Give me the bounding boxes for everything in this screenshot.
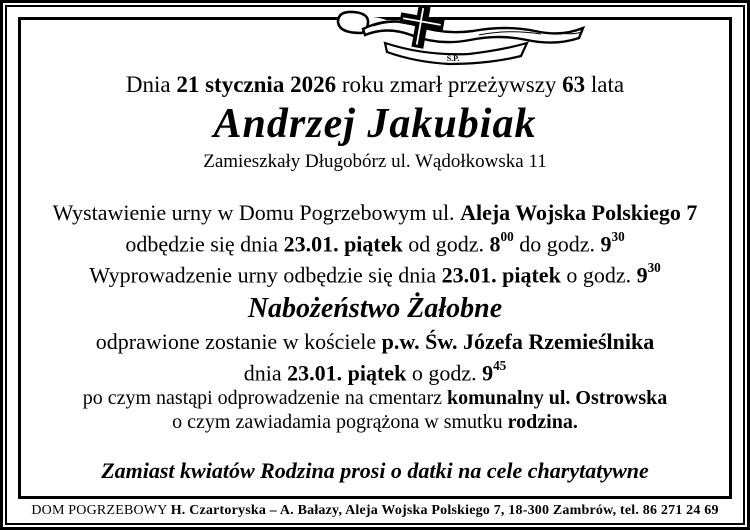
text-segment: od godz. bbox=[402, 231, 490, 257]
text-segment: lata bbox=[585, 72, 625, 97]
service-date: 23.01. piątek bbox=[287, 359, 407, 385]
service-time-line bbox=[21, 355, 729, 386]
to-minutes: 30 bbox=[611, 229, 625, 245]
text-segment: Wystawienie urny w Domu Pogrzebowym ul. bbox=[52, 200, 461, 225]
text-segment: o godz. bbox=[560, 262, 637, 288]
text-segment: do godz. bbox=[513, 231, 601, 257]
funeral-home-footer bbox=[18, 499, 732, 523]
procession-line bbox=[21, 257, 729, 288]
text-segment: po czym nastąpi odprowadzenie na cmentarz bbox=[82, 386, 448, 409]
family-word: rodzina. bbox=[507, 410, 578, 433]
cross-ribbon-icon bbox=[329, 5, 587, 67]
text-segment: Wyprowadzenie urny odbędzie się dnia bbox=[89, 262, 442, 288]
death-date-line bbox=[21, 72, 729, 98]
exposition-time-line bbox=[21, 226, 729, 257]
text-segment: o godz. bbox=[406, 359, 483, 385]
funeral-home-label: DOM POGRZEBOWY bbox=[31, 503, 171, 518]
text-segment: odprawione zostanie w kościele bbox=[95, 328, 382, 354]
exposition-line bbox=[21, 200, 729, 226]
donation-request-line: Zamiast kwiatów Rodzina prosi o datki na cele charytatywne bbox=[101, 457, 649, 483]
service-church-line bbox=[21, 329, 729, 355]
from-hour: 8 bbox=[489, 231, 501, 257]
procession-hour: 9 bbox=[636, 262, 648, 288]
text-segment: odbędzie się dnia bbox=[125, 231, 284, 257]
deceased-age: 63 bbox=[562, 72, 586, 97]
text-segment: o czym zawiadamia pogrążona w smutku bbox=[172, 410, 508, 433]
funeral-home-address: Aleja Wojska Polskiego 7 bbox=[460, 200, 698, 225]
cemetery-line bbox=[21, 386, 729, 410]
service-heading: Nabożeństwo Żałobne bbox=[247, 292, 503, 324]
from-minutes: 00 bbox=[500, 229, 514, 245]
service-hour: 9 bbox=[482, 359, 494, 385]
closing-line bbox=[21, 410, 729, 434]
death-date: 21 stycznia 2026 bbox=[176, 72, 337, 97]
procession-minutes: 30 bbox=[647, 260, 661, 276]
text-segment: dnia bbox=[243, 359, 288, 385]
announcement-body bbox=[18, 17, 732, 499]
procession-date: 23.01. piątek bbox=[441, 262, 561, 288]
funeral-home-details: H. Czartoryska – A. Bałazy, Aleja Wojska Polskiego 7, 18-300 Zambrów, tel. 86 271 24 69 bbox=[170, 503, 719, 518]
funeral-details-block bbox=[21, 200, 729, 434]
to-hour: 9 bbox=[600, 231, 612, 257]
cemetery-name: komunalny ul. Ostrowska bbox=[447, 386, 668, 409]
church-name: p.w. Św. Józefa Rzemieślnika bbox=[381, 328, 655, 354]
text-segment: roku zmarł przeżywszy bbox=[336, 72, 563, 97]
residence-line: Zamieszkały Długobórz ul. Wądołkowska 11 bbox=[203, 151, 547, 172]
sp-abbreviation: Ś.P. bbox=[446, 54, 460, 63]
service-minutes: 45 bbox=[493, 357, 507, 373]
exposition-date: 23.01. piątek bbox=[283, 231, 403, 257]
text-segment: Dnia bbox=[125, 72, 177, 97]
outer-border-frame bbox=[5, 5, 745, 525]
deceased-name: Andrzej Jakubiak bbox=[213, 101, 537, 147]
